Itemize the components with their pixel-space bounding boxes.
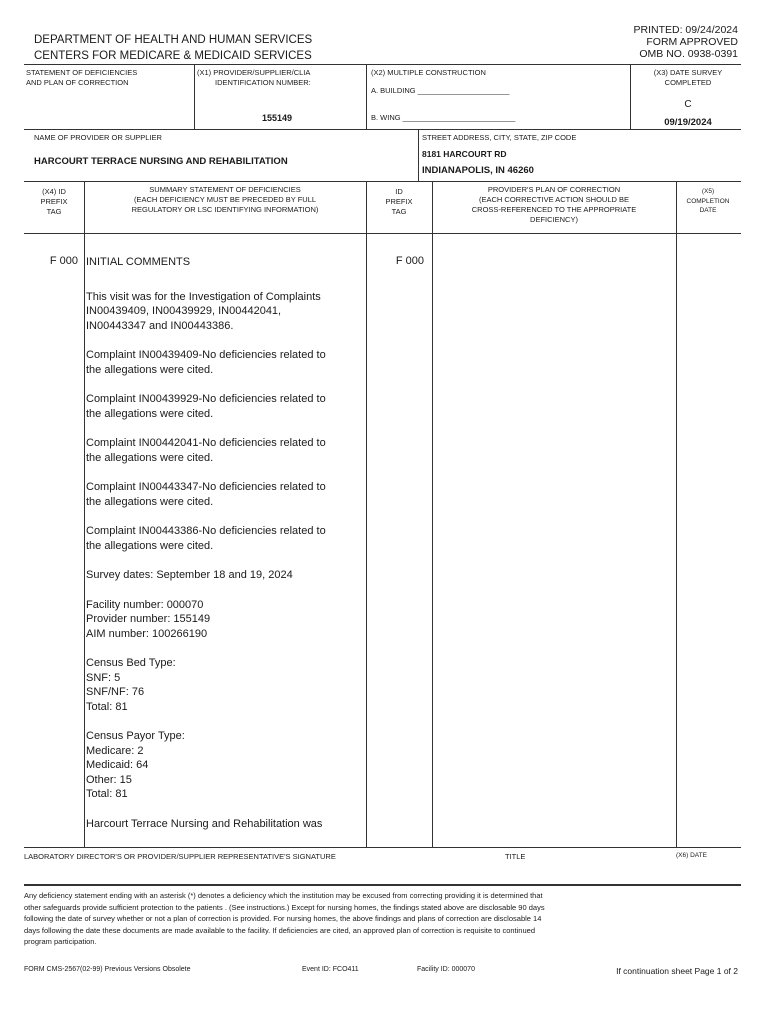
prefix-tag-right: F 000 xyxy=(395,255,424,267)
x2-label: (X2) MULTIPLE CONSTRUCTION xyxy=(371,68,486,77)
divider xyxy=(366,64,367,129)
row-border xyxy=(24,181,741,182)
plan-header xyxy=(432,185,676,225)
completion-header-2: COMPLETION xyxy=(686,197,730,205)
disclaimer-line: days following the date these documents are made available to the facility. If deficiencies are cited, an approved plan of correction is requisite to continued xyxy=(24,925,535,935)
signature-label: LABORATORY DIRECTOR'S OR PROVIDER/SUPPLIER REPRESENTATIVE'S SIGNATURE xyxy=(24,852,336,861)
prefix-tag-left: F 000 xyxy=(49,255,78,267)
paragraph: Complaint IN00439409-No deficiencies related to the allegations were cited. xyxy=(86,349,326,376)
summary-header-1: SUMMARY STATEMENT OF DEFICIENCIES xyxy=(149,185,301,194)
summary-header xyxy=(84,185,366,215)
printed-date: PRINTED: 09/24/2024 xyxy=(633,24,738,36)
x1-label-2: IDENTIFICATION NUMBER: xyxy=(215,78,311,87)
x4-header xyxy=(24,187,84,217)
paragraph: Survey dates: September 18 and 19, 2024 xyxy=(86,569,293,581)
plan-header-4: DEFICIENCY) xyxy=(530,215,578,224)
id-header-2: PREFIX xyxy=(385,197,413,206)
x4-header-3: TAG xyxy=(46,207,62,216)
disclaimer-border xyxy=(24,884,741,886)
statement-label-2: AND PLAN OF CORRECTION xyxy=(26,78,129,87)
department-line-2: CENTERS FOR MEDICARE & MEDICAID SERVICES xyxy=(34,50,312,62)
divider xyxy=(630,64,631,129)
paragraph: Census Bed Type: SNF: 5 SNF/NF: 76 Total: 81 xyxy=(86,657,176,713)
column-divider xyxy=(84,181,85,847)
x2-building: A. BUILDING ______________________ xyxy=(371,86,510,95)
disclaimer-line: program participation. xyxy=(24,937,97,946)
column-divider xyxy=(432,181,433,847)
statement-label xyxy=(26,68,137,88)
address-line-1: 8181 HARCOURT RD xyxy=(422,149,507,159)
summary-header-2: (EACH DEFICIENCY MUST BE PRECEDED BY FULL xyxy=(133,195,317,204)
completion-header-1: (X5) xyxy=(701,188,715,195)
form-id: FORM CMS-2567(02-99) Previous Versions Obsolete xyxy=(24,966,191,973)
address-label: STREET ADDRESS, CITY, STATE, ZIP CODE xyxy=(422,133,577,142)
paragraph: Complaint IN00442041-No deficiencies related to the allegations were cited. xyxy=(86,437,326,464)
id-header-3: TAG xyxy=(391,207,407,216)
signature-border xyxy=(24,847,741,848)
completion-header-3: DATE xyxy=(699,207,717,214)
summary-header-3: REGULATORY OR LSC IDENTIFYING INFORMATION) xyxy=(131,205,319,214)
provider-name: HARCOURT TERRACE NURSING AND REHABILITATION xyxy=(34,156,288,167)
section-heading: INITIAL COMMENTS xyxy=(86,256,191,268)
divider xyxy=(194,64,195,129)
continuation-page: If continuation sheet Page 1 of 2 xyxy=(616,966,738,976)
row-border xyxy=(24,129,741,130)
address-line-2: INDIANAPOLIS, IN 46260 xyxy=(422,165,534,176)
x3-label-2: COMPLETED xyxy=(664,78,712,87)
signature-date-label: (X6) DATE xyxy=(676,852,707,859)
survey-completed-label xyxy=(634,68,742,88)
paragraph: Census Payor Type: Medicare: 2 Medicaid: 64 Other: 15 Total: 81 xyxy=(86,730,185,800)
survey-date: 09/19/2024 xyxy=(664,117,712,128)
completion-header xyxy=(676,187,740,216)
summary-statement xyxy=(86,255,336,846)
column-divider xyxy=(676,181,677,847)
x4-header-1: (X4) ID xyxy=(42,187,66,196)
id-header-1: ID xyxy=(395,187,403,196)
disclaimer-line: other safeguards provide sufficient protection to the patients . (See instructions.) Except for nursing homes, the findings stated above are disclosable 90 days xyxy=(24,902,545,912)
department-line-1: DEPARTMENT OF HEALTH AND HUMAN SERVICES xyxy=(34,34,313,46)
paragraph: Complaint IN00443347-No deficiencies related to the allegations were cited. xyxy=(86,481,326,508)
plan-header-3: CROSS-REFERENCED TO THE APPROPRIATE xyxy=(471,205,637,214)
paragraph: Harcourt Terrace Nursing and Rehabilitation was xyxy=(86,817,323,830)
department-title xyxy=(34,32,312,64)
divider xyxy=(418,129,419,181)
provider-id-box xyxy=(197,68,363,88)
provider-id-value: 155149 xyxy=(262,113,293,123)
x1-label-1: (X1) PROVIDER/SUPPLIER/CLIA xyxy=(197,68,311,77)
x4-header-2: PREFIX xyxy=(40,197,68,206)
provider-name-label: NAME OF PROVIDER OR SUPPLIER xyxy=(34,133,162,142)
disclaimer-line: following the date of survey whether or not a plan of correction is provided. For nursing homes, the above findings and plans of correction are disclosable 14 xyxy=(24,914,542,923)
paragraph: Complaint IN00443386-No deficiencies related to the allegations were cited. xyxy=(86,525,326,552)
paragraph: Complaint IN00439929-No deficiencies related to the allegations were cited. xyxy=(86,393,326,420)
paragraph: This visit was for the Investigation of Complaints IN00439409, IN00439929, IN00442041, IN00443347 and IN00443386. xyxy=(86,290,321,332)
top-border xyxy=(24,64,741,65)
title-label: TITLE xyxy=(505,852,526,861)
column-divider xyxy=(366,181,367,847)
paragraph: Facility number: 000070 Provider number: 155149 AIM number: 100266190 xyxy=(86,598,211,640)
x3-label-1: (X3) DATE SURVEY xyxy=(653,68,723,77)
facility-id: Facility ID: 000070 xyxy=(417,966,475,973)
form-approved: FORM APPROVED xyxy=(646,36,738,48)
event-id: Event ID: FCO411 xyxy=(302,966,359,973)
plan-header-1: PROVIDER'S PLAN OF CORRECTION xyxy=(487,185,621,194)
survey-code: C xyxy=(684,99,692,110)
header-bottom-border xyxy=(24,233,741,234)
form-meta xyxy=(634,24,738,60)
x2-wing: B. WING ___________________________ xyxy=(371,113,516,122)
plan-header-2: (EACH CORRECTIVE ACTION SHOULD BE xyxy=(478,195,630,204)
disclaimer xyxy=(24,890,740,948)
omb-number: OMB NO. 0938-0391 xyxy=(639,48,738,60)
statement-label-1: STATEMENT OF DEFICIENCIES xyxy=(26,68,138,77)
disclaimer-line: Any deficiency statement ending with an asterisk (*) denotes a deficiency which the institution may be excused from correcting providing it is determined that xyxy=(24,891,543,900)
id-header xyxy=(372,187,426,217)
